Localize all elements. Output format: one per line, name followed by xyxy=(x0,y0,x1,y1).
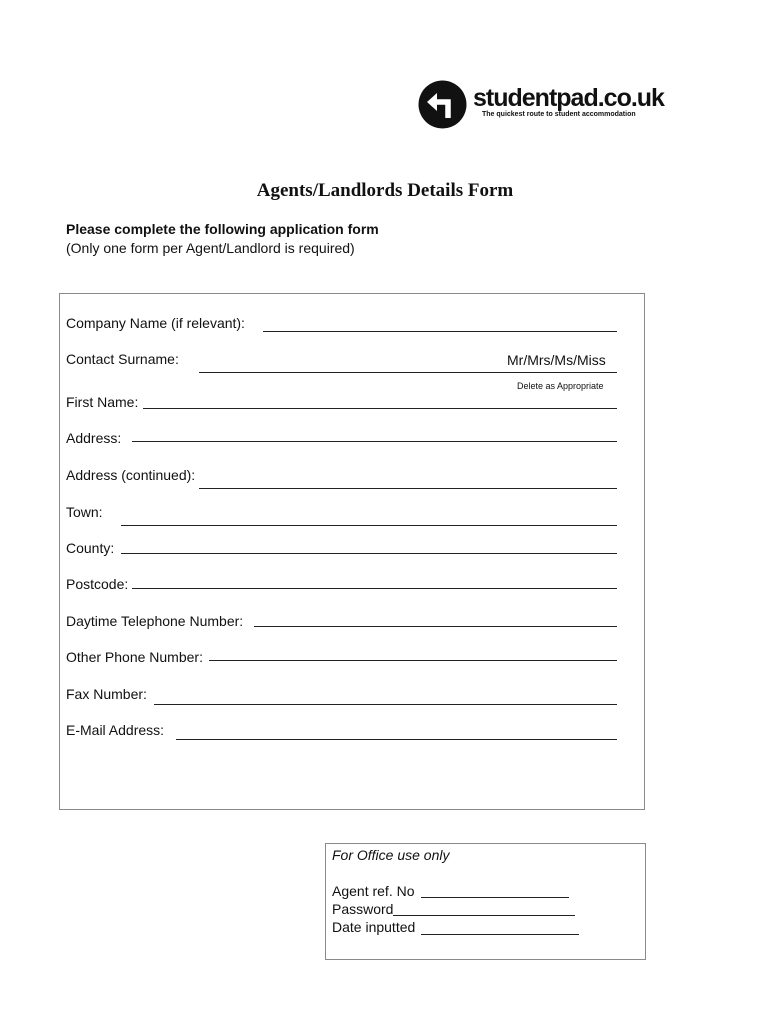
town-label: Town: xyxy=(66,504,103,520)
intro-instruction: Please complete the following application form xyxy=(66,221,379,237)
fax-number-label: Fax Number: xyxy=(66,686,147,702)
logo-tagline: The quickest route to student accommodation xyxy=(482,111,636,118)
password-label: Password xyxy=(332,901,394,917)
office-use-heading: For Office use only xyxy=(332,847,450,863)
address-label: Address: xyxy=(66,430,122,446)
form-title: Agents/Landlords Details Form xyxy=(256,180,514,201)
first-name-field[interactable] xyxy=(143,408,617,409)
company-name-label: Company Name (if relevant): xyxy=(66,315,245,331)
postcode-field[interactable] xyxy=(132,588,617,589)
fax-number-field[interactable] xyxy=(154,704,617,705)
company-name-field[interactable] xyxy=(263,331,617,332)
other-phone-field[interactable] xyxy=(209,660,617,661)
address-continued-label: Address (continued): xyxy=(66,467,196,483)
delete-as-appropriate-note: Delete as Appropriate xyxy=(517,381,604,391)
contact-surname-label: Contact Surname: xyxy=(66,351,179,367)
first-name-label: First Name: xyxy=(66,394,139,410)
daytime-phone-field[interactable] xyxy=(254,626,617,627)
address-field[interactable] xyxy=(132,441,617,442)
logo xyxy=(418,80,664,130)
other-phone-label: Other Phone Number: xyxy=(66,649,203,665)
logo-name: studentpad.co.uk xyxy=(473,84,664,112)
password-field[interactable] xyxy=(393,915,575,916)
daytime-phone-label: Daytime Telephone Number: xyxy=(66,613,244,629)
date-inputted-label: Date inputted xyxy=(332,919,416,935)
email-address-field[interactable] xyxy=(176,739,617,740)
email-address-label: E-Mail Address: xyxy=(66,722,165,738)
address-continued-field[interactable] xyxy=(199,488,617,489)
title-options: Mr/Mrs/Ms/Miss xyxy=(507,352,606,368)
agent-ref-field[interactable] xyxy=(421,897,569,898)
turn-left-arrow-icon xyxy=(418,80,467,129)
agent-ref-label: Agent ref. No xyxy=(332,883,415,899)
town-field[interactable] xyxy=(121,525,617,526)
date-inputted-field[interactable] xyxy=(421,934,579,935)
postcode-label: Postcode: xyxy=(66,576,129,592)
intro-note: (Only one form per Agent/Landlord is required) xyxy=(66,240,355,256)
county-label: County: xyxy=(66,540,115,556)
contact-surname-field[interactable] xyxy=(199,372,617,373)
county-field[interactable] xyxy=(121,553,617,554)
